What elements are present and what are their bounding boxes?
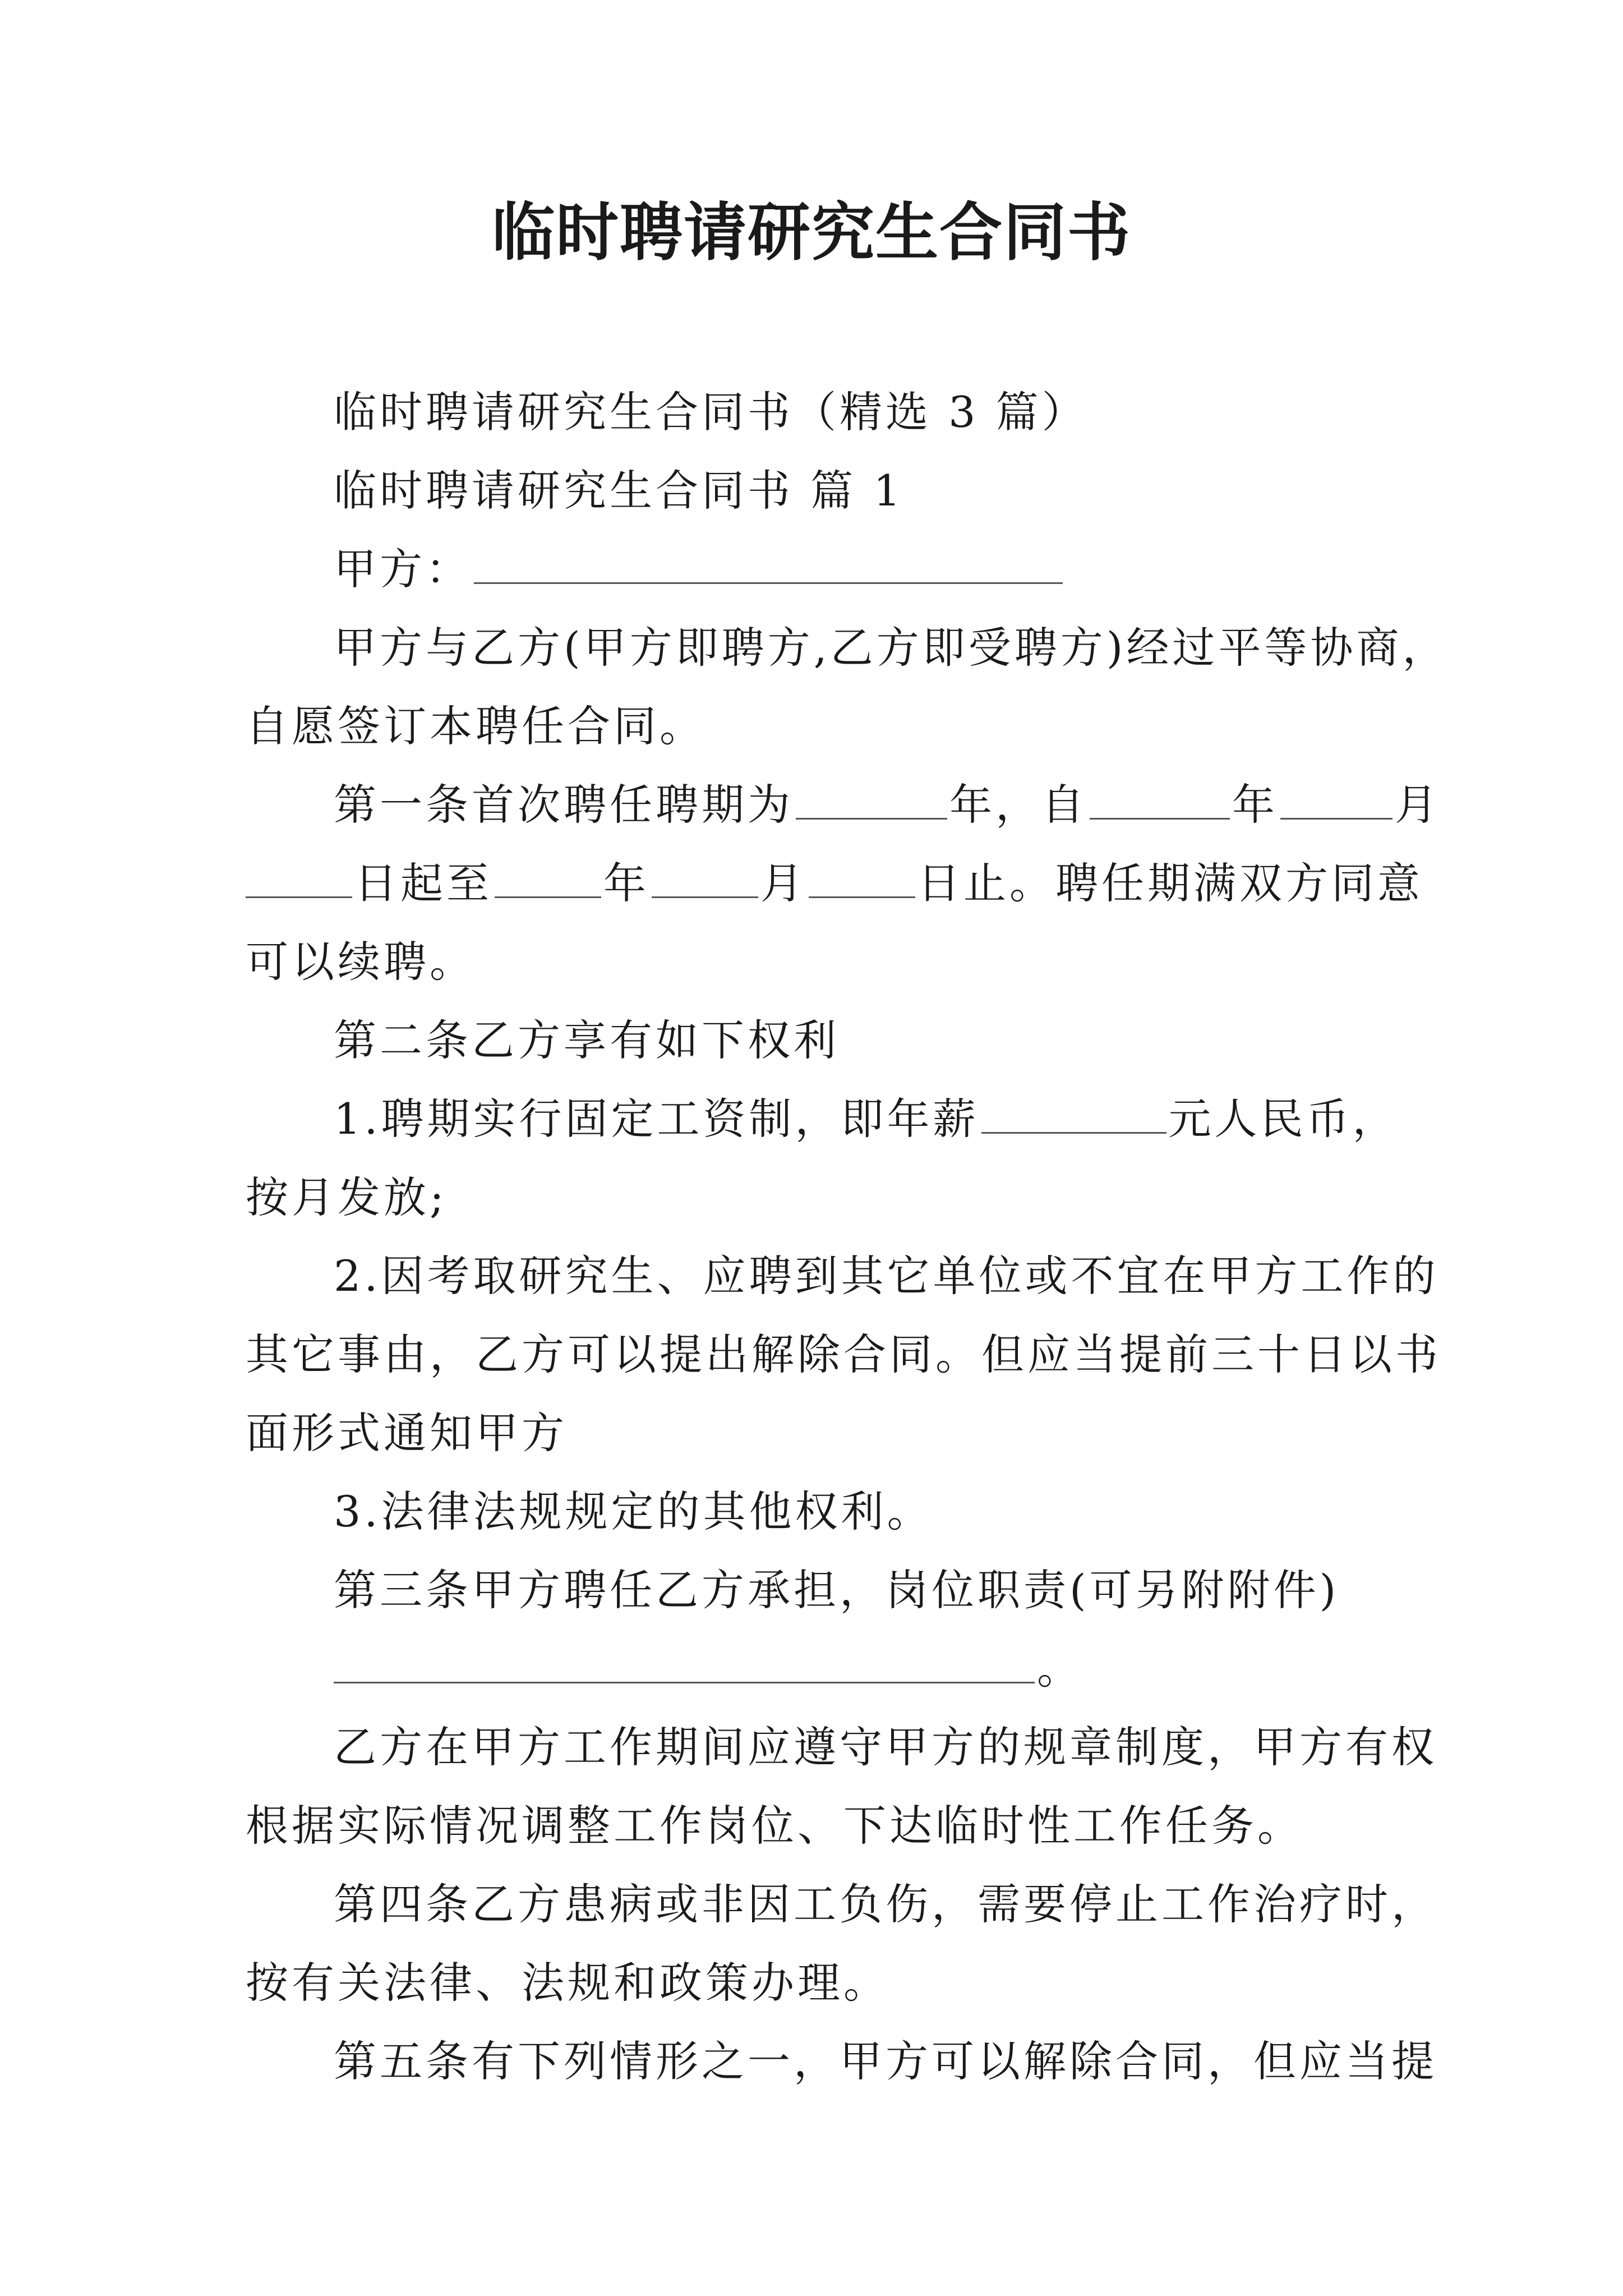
- article-1-text: 年，自: [949, 780, 1087, 830]
- start-year-blank: [1090, 776, 1230, 820]
- paragraph-line: 根据实际情况调整工作岗位、下达临时性工作任务。: [246, 1801, 1303, 1851]
- article-1-text: 月: [1395, 780, 1441, 830]
- article-2-item-3: 3.法律法规规定的其他权利。: [334, 1487, 933, 1536]
- article-3-line: 第三条甲方聘任乙方承担，岗位职责(可另附附件): [334, 1565, 1340, 1615]
- end-day-blank: [809, 855, 915, 898]
- document-title: 临时聘请研究生合同书: [492, 196, 1131, 269]
- article-1-text: 第一条首次聘任聘期为: [334, 780, 794, 830]
- article-2-item-2: 2.因考取研究生、应聘到其它单位或不宜在甲方工作的: [334, 1251, 1439, 1301]
- article-1-text: 月: [760, 858, 806, 908]
- subtitle-line: 临时聘请研究生合同书（精选 3 篇）: [334, 387, 1088, 437]
- article-1-line: [246, 850, 1423, 917]
- party-a-blank: [474, 541, 1063, 584]
- duties-period: 。: [1037, 1644, 1083, 1694]
- end-year-blank: [495, 855, 601, 898]
- article-1-line: [334, 771, 1441, 839]
- duties-line: [334, 1635, 1083, 1703]
- article-1-text: 年: [1232, 780, 1278, 830]
- paragraph-line: 可以续聘。: [246, 937, 476, 987]
- paragraph-line: 面形式通知甲方: [246, 1408, 568, 1458]
- paragraph-line: 按月发放;: [246, 1172, 448, 1222]
- start-month-blank: [1280, 776, 1393, 820]
- item-text: 1.聘期实行固定工资制，即年薪: [334, 1094, 979, 1144]
- article-5-line: 第五条有下列情形之一，甲方可以解除合同，但应当提: [334, 2036, 1437, 2086]
- paragraph-line: 其它事由，乙方可以提出解除合同。但应当提前三十日以书: [246, 1329, 1441, 1379]
- end-month-blank: [652, 855, 758, 898]
- party-a-line: [334, 536, 1065, 603]
- salary-blank: [981, 1091, 1166, 1134]
- duties-blank: [334, 1640, 1035, 1683]
- item-text: 元人民币，: [1168, 1094, 1399, 1144]
- article-2-heading: 第二条乙方享有如下权利: [334, 1015, 840, 1065]
- article-1-text: 日止。聘任期满双方同意: [917, 858, 1423, 908]
- paragraph-line: 甲方与乙方(甲方即聘方,乙方即受聘方)经过平等协商，: [334, 623, 1449, 673]
- term-years-blank: [796, 776, 947, 820]
- article-2-item-1: [334, 1085, 1399, 1153]
- paragraph-line: 按有关法律、法规和政策办理。: [246, 1958, 889, 2008]
- paragraph-line: 乙方在甲方工作期间应遵守甲方的规章制度，甲方有权: [334, 1722, 1437, 1772]
- article-4-line: 第四条乙方患病或非因工负伤，需要停止工作治疗时，: [334, 1879, 1437, 1929]
- start-day-blank: [246, 855, 352, 898]
- party-a-label: 甲方：: [334, 544, 472, 594]
- article-1-text: 日起至: [354, 858, 492, 908]
- article-1-text: 年: [603, 858, 649, 908]
- section-heading: 临时聘请研究生合同书 篇 1: [334, 466, 904, 516]
- paragraph-line: 自愿签订本聘任合同。: [246, 701, 706, 751]
